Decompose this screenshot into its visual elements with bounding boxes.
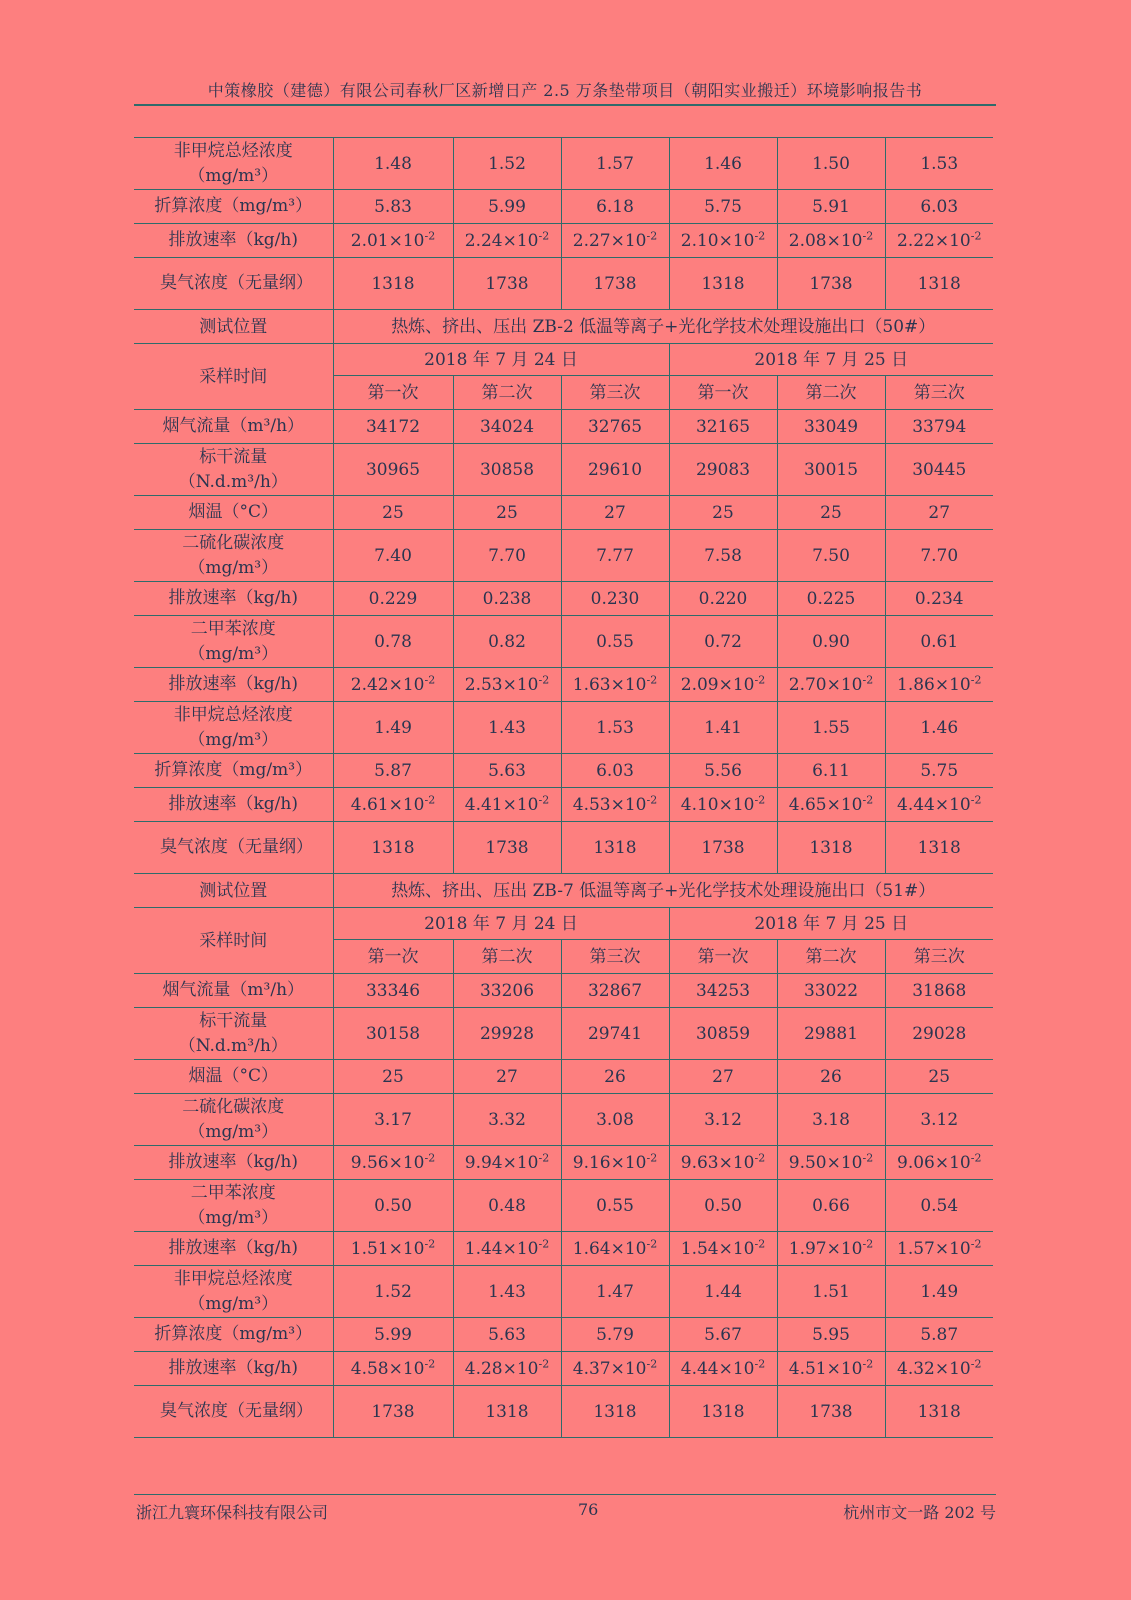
table-cell: 5.91 [777,190,885,224]
table-row [134,788,993,822]
page-header-title: 中策橡胶（建德）有限公司春秋厂区新增日产 2.5 万条垫带项目（朝阳实业搬迁）环境影响报告书 [207,81,923,100]
sampling-run: 第二次 [453,376,561,410]
sampling-run: 第三次 [885,940,993,974]
table-cell: 5.56 [669,754,777,788]
table-row [134,1318,993,1352]
table-cell: $9.63\times 10^{-2}$ [669,1146,777,1180]
table-cell: 25 [333,1060,453,1094]
table-cell: 7.50 [777,530,885,582]
table-cell: 1.49 [885,1266,993,1318]
table-cell: 1318 [453,1386,561,1438]
table-row [134,1232,993,1266]
position-label: 测试位置 [134,874,333,908]
table-cell: 7.70 [453,530,561,582]
table-cell: 0.72 [669,616,777,668]
table-cell: 32765 [561,410,669,444]
table-cell: 30158 [333,1008,453,1060]
table-cell: $4.10\times 10^{-2}$ [669,788,777,822]
table-cell: 1318 [885,1386,993,1438]
table-cell: 29881 [777,1008,885,1060]
position-value: 热炼、挤出、压出 ZB-7 低温等离子+光化学技术处理设施出口（51#） [333,874,993,908]
table-cell: 5.95 [777,1318,885,1352]
table-cell: 6.03 [885,190,993,224]
sampling-run: 第一次 [669,940,777,974]
table-cell: 25 [885,1060,993,1094]
table-cell: 5.87 [885,1318,993,1352]
table-cell: 1.53 [561,702,669,754]
table-row [134,1008,993,1060]
table-cell: 29083 [669,444,777,496]
table-row [134,258,993,310]
table-cell: 7.58 [669,530,777,582]
monitoring-results-table [134,137,993,1438]
table-row [134,702,993,754]
table-cell: 0.55 [561,1180,669,1232]
sampling-time-label: 采样时间 [134,908,333,974]
table-row [134,668,993,702]
table-cell: 3.32 [453,1094,561,1146]
row-label: 排放速率（kg/h) [134,224,333,258]
footer-divider [134,1494,996,1495]
table-cell: 1738 [561,258,669,310]
row-label: 排放速率（kg/h) [134,1146,333,1180]
table-cell: 5.63 [453,754,561,788]
table-cell: 0.220 [669,582,777,616]
table-cell: $2.24\times 10^{-2}$ [453,224,561,258]
table-cell: 1.44 [669,1266,777,1318]
row-label: 排放速率（kg/h) [134,582,333,616]
row-label: 二硫化碳浓度（mg/m³） [134,530,333,582]
sampling-time-label: 采样时间 [134,344,333,410]
table-cell: 30015 [777,444,885,496]
sampling-run: 第三次 [885,376,993,410]
table-cell: 1738 [777,258,885,310]
table-cell: 1.46 [669,138,777,190]
table-cell: $1.86\times 10^{-2}$ [885,668,993,702]
table-cell: 25 [333,496,453,530]
table-cell: 30965 [333,444,453,496]
table-row [134,1180,993,1232]
table-cell: 5.75 [669,190,777,224]
table-cell: 25 [453,496,561,530]
table-cell: $9.50\times 10^{-2}$ [777,1146,885,1180]
table-cell: 27 [885,496,993,530]
row-label: 折算浓度（mg/m³） [134,190,333,224]
row-label: 烟气流量（m³/h） [134,974,333,1008]
table-cell: 29928 [453,1008,561,1060]
table-cell: $2.09\times 10^{-2}$ [669,668,777,702]
table-cell: 7.77 [561,530,669,582]
table-cell: 1.48 [333,138,453,190]
table-cell: 1.51 [777,1266,885,1318]
table-cell: 3.17 [333,1094,453,1146]
table-cell: $1.64\times 10^{-2}$ [561,1232,669,1266]
table-cell: $4.51\times 10^{-2}$ [777,1352,885,1386]
table-cell: 1.47 [561,1266,669,1318]
table-cell: 1.52 [333,1266,453,1318]
date-row [134,908,993,940]
row-label: 二甲苯浓度（mg/m³） [134,1180,333,1232]
row-label: 烟气流量（m³/h） [134,410,333,444]
table-cell: 1.52 [453,138,561,190]
position-label: 测试位置 [134,310,333,344]
table-cell: 1738 [777,1386,885,1438]
table-row [134,410,993,444]
table-cell: 1738 [453,258,561,310]
table-cell: 3.12 [885,1094,993,1146]
table-row [134,754,993,788]
table-cell: 1.50 [777,138,885,190]
row-label: 标干流量（N.d.m³/h） [134,444,333,496]
table-row [134,974,993,1008]
table-row [134,444,993,496]
table-cell: $2.42\times 10^{-2}$ [333,668,453,702]
table-cell: $2.22\times 10^{-2}$ [885,224,993,258]
table-cell: 1318 [333,822,453,874]
row-label: 臭气浓度（无量纲） [134,1386,333,1438]
table-cell: $9.16\times 10^{-2}$ [561,1146,669,1180]
sampling-date: 2018 年 7 月 24 日 [333,908,669,940]
table-cell: 27 [453,1060,561,1094]
table-cell: $2.53\times 10^{-2}$ [453,668,561,702]
table-cell: 25 [669,496,777,530]
table-cell: 33022 [777,974,885,1008]
sampling-run: 第一次 [333,940,453,974]
table-row [134,822,993,874]
table-cell: $9.06\times 10^{-2}$ [885,1146,993,1180]
table-cell: 1738 [333,1386,453,1438]
row-label: 折算浓度（mg/m³） [134,754,333,788]
table-cell: 1.49 [333,702,453,754]
table-cell: 5.99 [453,190,561,224]
table-cell: 0.229 [333,582,453,616]
table-cell: 34172 [333,410,453,444]
table-cell: $4.44\times 10^{-2}$ [669,1352,777,1386]
table-cell: $4.28\times 10^{-2}$ [453,1352,561,1386]
table-cell: $1.57\times 10^{-2}$ [885,1232,993,1266]
table-row [134,1266,993,1318]
table-cell: 5.83 [333,190,453,224]
table-cell: 33346 [333,974,453,1008]
table-cell: 5.75 [885,754,993,788]
sampling-run: 第一次 [669,376,777,410]
position-row [134,310,993,344]
table-cell: 1318 [333,258,453,310]
table-cell: 30859 [669,1008,777,1060]
footer-address: 杭州市文一路 202 号 [843,1503,996,1522]
row-label: 非甲烷总烃浓度（mg/m³） [134,702,333,754]
table-cell: 27 [669,1060,777,1094]
table-cell: $2.70\times 10^{-2}$ [777,668,885,702]
table-row [134,582,993,616]
table-cell: 3.12 [669,1094,777,1146]
table-cell: $9.56\times 10^{-2}$ [333,1146,453,1180]
row-label: 臭气浓度（无量纲） [134,822,333,874]
table-cell: 1.55 [777,702,885,754]
table-cell: 29610 [561,444,669,496]
table-cell: 5.67 [669,1318,777,1352]
table-cell: $1.54\times 10^{-2}$ [669,1232,777,1266]
table-cell: 1738 [453,822,561,874]
table-cell: $4.53\times 10^{-2}$ [561,788,669,822]
table-cell: 7.40 [333,530,453,582]
row-label: 烟温（°C） [134,496,333,530]
row-label: 排放速率（kg/h) [134,668,333,702]
table-cell: 0.50 [669,1180,777,1232]
sampling-date: 2018 年 7 月 24 日 [333,344,669,376]
table-cell: $1.63\times 10^{-2}$ [561,668,669,702]
table-cell: 33794 [885,410,993,444]
sampling-run: 第三次 [561,376,669,410]
position-value: 热炼、挤出、压出 ZB-2 低温等离子+光化学技术处理设施出口（50#） [333,310,993,344]
date-row [134,344,993,376]
table-cell: $2.01\times 10^{-2}$ [333,224,453,258]
table-row [134,616,993,668]
row-label: 折算浓度（mg/m³） [134,1318,333,1352]
table-row [134,1060,993,1094]
row-label: 非甲烷总烃浓度（mg/m³） [134,138,333,190]
table-row [134,1352,993,1386]
table-cell: 5.87 [333,754,453,788]
table-cell: 1318 [777,822,885,874]
table-cell: 33206 [453,974,561,1008]
table-cell: 0.225 [777,582,885,616]
table-cell: $1.97\times 10^{-2}$ [777,1232,885,1266]
table-row [134,496,993,530]
table-cell: 3.18 [777,1094,885,1146]
sampling-date: 2018 年 7 月 25 日 [669,908,993,940]
table-cell: 6.11 [777,754,885,788]
table-cell: 7.70 [885,530,993,582]
table-row [134,224,993,258]
table-cell: 0.55 [561,616,669,668]
table-cell: 0.61 [885,616,993,668]
table-cell: $4.32\times 10^{-2}$ [885,1352,993,1386]
row-label: 烟温（°C） [134,1060,333,1094]
table-cell: $1.51\times 10^{-2}$ [333,1232,453,1266]
table-cell: $4.41\times 10^{-2}$ [453,788,561,822]
table-cell: 1318 [885,258,993,310]
table-cell: $4.58\times 10^{-2}$ [333,1352,453,1386]
row-label: 二硫化碳浓度（mg/m³） [134,1094,333,1146]
table-cell: 1318 [669,1386,777,1438]
table-cell: 26 [561,1060,669,1094]
table-cell: 0.78 [333,616,453,668]
table-cell: 0.230 [561,582,669,616]
row-label: 臭气浓度（无量纲） [134,258,333,310]
table-cell: 29028 [885,1008,993,1060]
sampling-run: 第一次 [333,376,453,410]
table-row [134,1146,993,1180]
table-cell: 1.43 [453,702,561,754]
table-cell: 1318 [669,258,777,310]
table-cell: 30858 [453,444,561,496]
table-cell: 5.99 [333,1318,453,1352]
table-cell: $9.94\times 10^{-2}$ [453,1146,561,1180]
table-cell: 32165 [669,410,777,444]
table-cell: 0.82 [453,616,561,668]
sampling-run: 第二次 [453,940,561,974]
table-cell: 25 [777,496,885,530]
table-cell: 5.79 [561,1318,669,1352]
table-cell: 34024 [453,410,561,444]
table-row [134,190,993,224]
footer-page-number: 76 [578,1500,599,1519]
table-cell: 33049 [777,410,885,444]
table-cell: 0.234 [885,582,993,616]
table-cell: 1.53 [885,138,993,190]
table-row [134,530,993,582]
table-cell: 31868 [885,974,993,1008]
table-cell: $4.61\times 10^{-2}$ [333,788,453,822]
header-divider [134,104,996,106]
sampling-run: 第二次 [777,376,885,410]
table-cell: 0.48 [453,1180,561,1232]
table-cell: 5.63 [453,1318,561,1352]
table-cell: $2.10\times 10^{-2}$ [669,224,777,258]
table-row [134,1386,993,1438]
sampling-date: 2018 年 7 月 25 日 [669,344,993,376]
table-cell: 1318 [561,1386,669,1438]
sampling-run: 第三次 [561,940,669,974]
sampling-run: 第二次 [777,940,885,974]
table-cell: 32867 [561,974,669,1008]
row-label: 排放速率（kg/h) [134,788,333,822]
row-label: 排放速率（kg/h) [134,1352,333,1386]
table-cell: 1.43 [453,1266,561,1318]
table-row [134,1094,993,1146]
table-cell: 6.03 [561,754,669,788]
table-cell: 34253 [669,974,777,1008]
position-row [134,874,993,908]
table-cell: $1.44\times 10^{-2}$ [453,1232,561,1266]
table-cell: 27 [561,496,669,530]
table-cell: 1.41 [669,702,777,754]
table-cell: 1318 [885,822,993,874]
table-cell: 1738 [669,822,777,874]
table-cell: 29741 [561,1008,669,1060]
table-cell: $4.44\times 10^{-2}$ [885,788,993,822]
table-cell: $2.27\times 10^{-2}$ [561,224,669,258]
table-cell: 3.08 [561,1094,669,1146]
table-cell: 1318 [561,822,669,874]
table-row [134,138,993,190]
table-cell: 0.50 [333,1180,453,1232]
footer-company: 浙江九寰环保科技有限公司 [136,1503,329,1522]
table-cell: $4.65\times 10^{-2}$ [777,788,885,822]
table-cell: $4.37\times 10^{-2}$ [561,1352,669,1386]
table-cell: 0.238 [453,582,561,616]
table-cell: 26 [777,1060,885,1094]
table-cell: 30445 [885,444,993,496]
table-cell: 0.66 [777,1180,885,1232]
row-label: 标干流量（N.d.m³/h） [134,1008,333,1060]
table-cell: 0.54 [885,1180,993,1232]
row-label: 二甲苯浓度（mg/m³） [134,616,333,668]
table-cell: 1.46 [885,702,993,754]
row-label: 排放速率（kg/h) [134,1232,333,1266]
table-cell: 6.18 [561,190,669,224]
table-cell: 0.90 [777,616,885,668]
row-label: 非甲烷总烃浓度（mg/m³） [134,1266,333,1318]
table-cell: 1.57 [561,138,669,190]
table-cell: $2.08\times 10^{-2}$ [777,224,885,258]
